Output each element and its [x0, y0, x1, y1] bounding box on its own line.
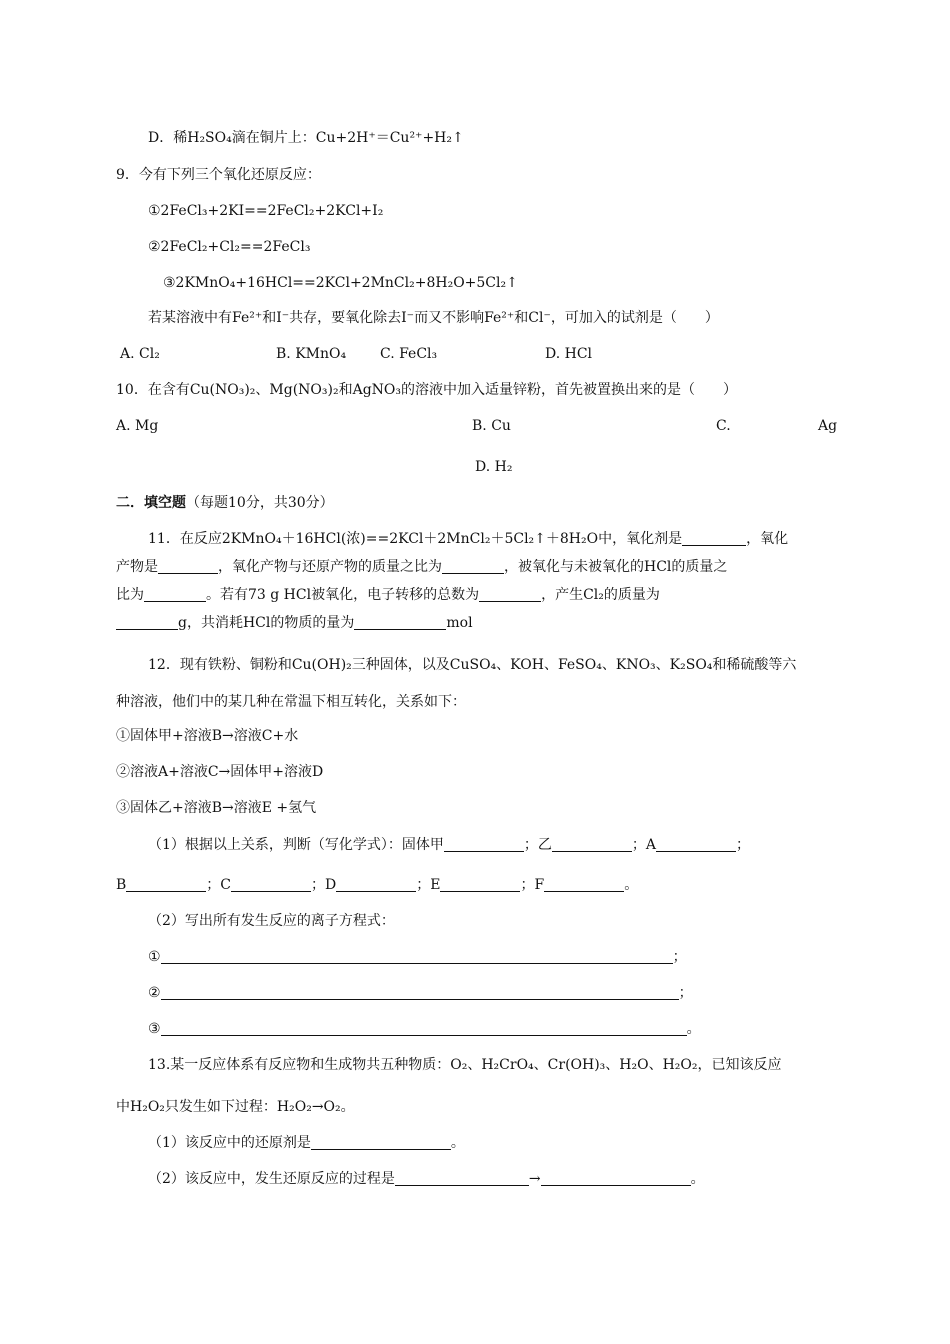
section-2-note: （每题10分，共30分）: [186, 495, 334, 511]
q11-blank-hcl-moles[interactable]: [354, 615, 446, 630]
q13-p1-end: 。: [450, 1135, 465, 1151]
q13-part-2: [148, 1170, 705, 1188]
q8d-h2so4: H₂SO₄: [187, 130, 232, 146]
q9-option-d: D. HCl: [545, 346, 593, 362]
q9-reaction-1: ①2FeCl₃+2KI==2FeCl₂+2KCl+I₂: [148, 203, 384, 219]
q10-option-c-value: Ag: [818, 418, 838, 434]
q13-p1-text: （1）该反应中的还原剂是: [148, 1135, 311, 1151]
q11-text-3b: 。若有73 g HCl被氧化，电子转移的总数为: [206, 587, 480, 603]
section-2-heading: [116, 494, 334, 512]
q10-stem: 10．在含有Cu(NO₃)₂、Mg(NO₃)₂和AgNO₃的溶液中加入适量锌粉，首先被置换出来的是（ ）: [116, 382, 738, 398]
q10-option-d: D. H₂: [475, 459, 513, 475]
q13-arrow: →: [528, 1171, 541, 1187]
q13-blank-reductant[interactable]: [311, 1135, 451, 1150]
q12-part-2: （2）写出所有发生反应的离子方程式：: [148, 913, 395, 929]
q11-text-4b: mol: [446, 615, 473, 631]
q11-line-2: [116, 558, 727, 576]
q12-blank-yi[interactable]: [552, 837, 632, 852]
q13-blank-reduction-from[interactable]: [395, 1171, 529, 1186]
q10-option-b: B. Cu: [472, 418, 511, 434]
q12-f-label: ；F: [520, 877, 545, 893]
q11-blank-hcl-ratio[interactable]: [144, 587, 206, 602]
q9-reaction-3: ③2KMnO₄+16HCl==2KCl+2MnCl₂+8H₂O+5Cl₂↑: [163, 275, 518, 291]
q9-reaction-2: ②2FeCl₂+Cl₂==2FeCl₃: [148, 239, 311, 255]
q8d-label: D．稀: [148, 130, 188, 146]
q11-blank-cl2-mass[interactable]: [116, 615, 178, 630]
q12-part-1-line-1: [148, 836, 750, 854]
q13-p2-text: （2）该反应中，发生还原反应的过程是: [148, 1171, 395, 1187]
q12-blank-e[interactable]: [440, 877, 520, 892]
q8d-text: 滴在铜片上：Cu+2H⁺＝Cu²⁺+H₂↑: [231, 130, 464, 146]
q11-text-2b: ，氧化产物与还原产物的质量之比为: [218, 559, 442, 575]
q12-equation-2: [148, 984, 693, 1002]
q13-blank-reduction-to[interactable]: [541, 1171, 691, 1186]
q11-text-3a: 比为: [116, 587, 144, 603]
q12-b-label: B: [116, 877, 127, 893]
q12-eq3-label: ③: [148, 1021, 161, 1037]
q8-option-d: [148, 129, 464, 147]
q11-line-4: [116, 614, 473, 632]
q11-blank-oxidant[interactable]: [682, 531, 746, 546]
q9-option-c: C. FeCl₃: [380, 346, 438, 362]
q12-part-1-line-2: [116, 876, 638, 894]
q13-line-1: 13.某一反应体系有反应物和生成物共五种物质：O₂、H₂CrO₄、Cr(OH)₃、H₂O、H₂O₂，已知该反应: [148, 1057, 782, 1073]
q12-eq3-end: 。: [686, 1021, 701, 1037]
q12-p1-end: ；: [736, 837, 751, 853]
q12-equation-3: [148, 1020, 701, 1038]
q13-line-2: 中H₂O₂只发生如下过程：H₂O₂→O₂。: [116, 1099, 355, 1115]
q12-equation-1: [148, 948, 687, 966]
q12-relation-1: ①固体甲+溶液B→溶液C+水: [116, 728, 299, 744]
q12-eq1-end: ；: [672, 949, 687, 965]
q11-blank-mass-ratio[interactable]: [442, 559, 504, 574]
q9-option-a: A. Cl₂: [120, 346, 160, 362]
section-2-title: 二．填空题: [116, 495, 186, 511]
q12-d-label: ；D: [311, 877, 337, 893]
q12-relation-3: ③固体乙+溶液B→溶液E +氢气: [116, 800, 317, 816]
q12-blank-c[interactable]: [231, 877, 311, 892]
q12-relation-2: ②溶液A+溶液C→固体甲+溶液D: [116, 764, 324, 780]
q12-eq1-label: ①: [148, 949, 161, 965]
q11-blank-electrons[interactable]: [479, 587, 541, 602]
q11-text-4a: g，共消耗HCl的物质的量为: [178, 615, 355, 631]
q9-question: 若某溶液中有Fe²⁺和I⁻共存，要氧化除去I⁻而又不影响Fe²⁺和Cl⁻，可加入的试剂是（ ）: [148, 310, 719, 326]
q10-option-a: A. Mg: [116, 418, 159, 434]
q11-line-1: [148, 530, 788, 548]
q12-p1-a: ；A: [631, 837, 657, 853]
q12-eq2-label: ②: [148, 985, 161, 1001]
q13-part-1: [148, 1134, 465, 1152]
q12-c-label: ；C: [206, 877, 232, 893]
q12-blank-b[interactable]: [126, 877, 206, 892]
q12-line-1: 12．现有铁粉、铜粉和Cu(OH)₂三种固体，以及CuSO₄、KOH、FeSO₄、KNO₃、K₂SO₄和稀硫酸等六: [148, 657, 797, 673]
q11-text-2a: 产物是: [116, 559, 158, 575]
q10-option-c: C.: [716, 418, 731, 434]
q11-text-2c: ，被氧化与未被氧化的HCl的质量之: [504, 559, 728, 575]
q11-line-3: [116, 586, 660, 604]
q11-text-1b: ，氧化: [746, 531, 789, 547]
q12-p1-yi: ；乙: [523, 837, 552, 853]
q12-period: 。: [624, 877, 639, 893]
q11-text-3c: ，产生Cl₂的质量为: [541, 587, 660, 603]
q12-blank-f[interactable]: [544, 877, 624, 892]
q12-blank-eq2[interactable]: [161, 985, 679, 1000]
q12-blank-jia[interactable]: [444, 837, 524, 852]
q12-e-label: ；E: [416, 877, 441, 893]
q12-eq2-end: ；: [678, 985, 693, 1001]
q12-blank-eq3[interactable]: [161, 1021, 687, 1036]
q9-stem: 9．今有下列三个氧化还原反应：: [116, 167, 321, 183]
q12-blank-eq1[interactable]: [161, 949, 673, 964]
q9-option-b: B. KMnO₄: [276, 346, 347, 362]
q12-blank-a[interactable]: [656, 837, 736, 852]
q11-blank-oxidation-product[interactable]: [158, 559, 218, 574]
q12-p1-text: （1）根据以上关系，判断（写化学式）：固体甲: [148, 837, 444, 853]
q12-line-2: 种溶液，他们中的某几种在常温下相互转化，关系如下：: [116, 694, 466, 710]
q13-p2-end: 。: [690, 1171, 705, 1187]
q11-text-1a: 11．在反应2KMnO₄＋16HCl(浓)==2KCl＋2MnCl₂＋5Cl₂↑＋8H₂O中，氧化剂是: [148, 531, 683, 547]
q12-blank-d[interactable]: [336, 877, 416, 892]
